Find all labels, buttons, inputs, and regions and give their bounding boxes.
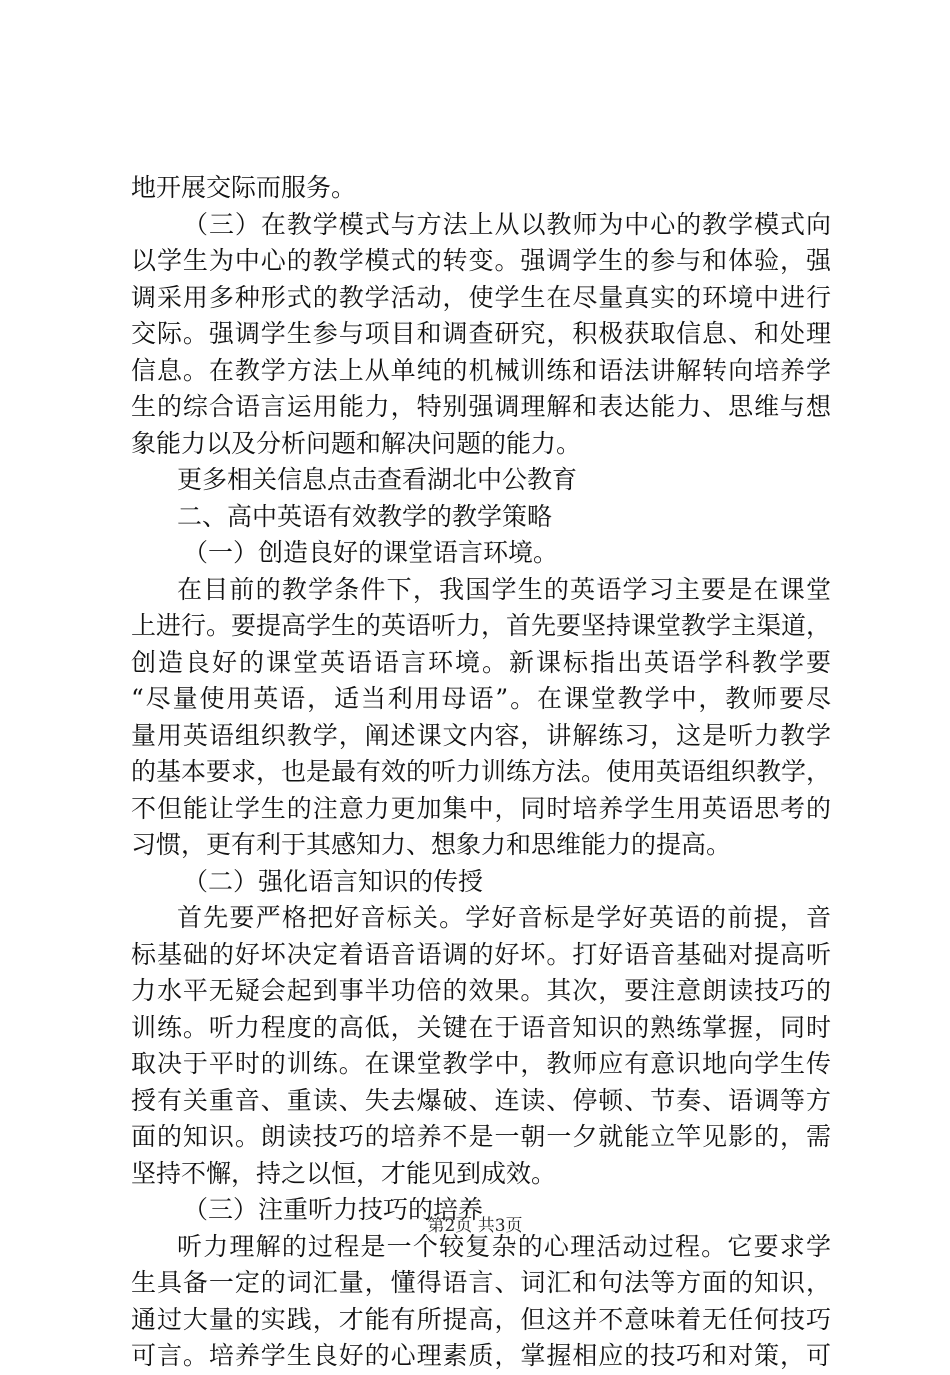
subsection-heading: （二）强化语言知识的传授 — [183, 866, 484, 896]
text-line: 标基础的好坏决定着语音语调的好坏。打好语音基础对提高听 — [131, 939, 831, 969]
text-line: 面的知识。朗读技巧的培养不是一朝一夕就能立竿见影的，需 — [131, 1122, 831, 1151]
subsection-heading: （一）创造良好的课堂语言环境。 — [183, 538, 559, 567]
text-line: 上进行。要提高学生的英语听力，首先要坚持课堂教学主渠道， — [131, 611, 831, 640]
text-line: 量用英语组织教学，阐述课文内容，讲解练习，这是听力教学 — [131, 720, 831, 750]
text-line: 信息。在教学方法上从单纯的机械训练和语法讲解转向培养学 — [131, 355, 831, 385]
text-line: 地开展交际而服务。 — [131, 173, 357, 202]
section-heading: 二、高中英语有效教学的教学策略 — [177, 501, 553, 531]
body-text — [131, 170, 831, 1375]
subsection-heading: （三）注重听力技巧的培养 — [183, 1195, 484, 1224]
more-info-link-text: 更多相关信息点击查看湖北中公教育 — [177, 465, 578, 494]
text-line: 以学生为中心的教学模式的转变。强调学生的参与和体验，强 — [131, 246, 831, 275]
text-line: 的基本要求，也是最有效的听力训练方法。使用英语组织教学， — [131, 757, 831, 786]
text-line: 调采用多种形式的教学活动，使学生在尽量真实的环境中进行 — [131, 282, 831, 312]
text-line: 生的综合语言运用能力，特别强调理解和表达能力、思维与想 — [131, 392, 831, 421]
text-line: 创造良好的课堂英语语言环境。新课标指出英语学科教学要 — [131, 647, 831, 677]
text-line: 授有关重音、重读、失去爆破、连读、停顿、节奏、语调等方 — [131, 1085, 831, 1115]
text-line: 习惯，更有利于其感知力、想象力和思维能力的提高。 — [131, 830, 732, 859]
paragraph-start: 听力理解的过程是一个较复杂的心理活动过程。它要求学 — [177, 1231, 831, 1261]
text-line: 训练。听力程度的高低，关键在于语音知识的熟练掌握，同时 — [131, 1012, 831, 1042]
text-line: “尽量使用英语，适当利用母语”。在课堂教学中，教师要尽 — [131, 684, 831, 713]
page-number-footer: 第2页 共3页 — [427, 1216, 523, 1236]
text-line: 可言。培养学生良好的心理素质，掌握相应的技巧和对策，可 — [131, 1341, 831, 1370]
text-line: 通过大量的实践，才能有所提高，但这并不意味着无任何技巧 — [131, 1304, 831, 1334]
section-heading: （三）在教学模式与方法上从以教师为中心的教学模式向 — [183, 209, 831, 239]
paragraph-start: 在目前的教学条件下，我国学生的英语学习主要是在课堂 — [177, 574, 831, 604]
text-line: 交际。强调学生参与项目和调查研究，积极获取信息、和处理 — [131, 319, 831, 348]
text-line: 生具备一定的词汇量，懂得语言、词汇和句法等方面的知识， — [131, 1268, 831, 1297]
text-line: 坚持不懈，持之以恒，才能见到成效。 — [131, 1158, 557, 1188]
text-line: 力水平无疑会起到事半功倍的效果。其次，要注意朗读技巧的 — [131, 976, 831, 1005]
text-line: 取决于平时的训练。在课堂教学中，教师应有意识地向学生传 — [131, 1049, 831, 1078]
text-line: 不但能让学生的注意力更加集中，同时培养学生用英语思考的 — [131, 793, 831, 823]
paragraph-start: 首先要严格把好音标关。学好音标是学好英语的前提，音 — [177, 903, 831, 932]
text-line: 象能力以及分析问题和解决问题的能力。 — [131, 428, 582, 458]
